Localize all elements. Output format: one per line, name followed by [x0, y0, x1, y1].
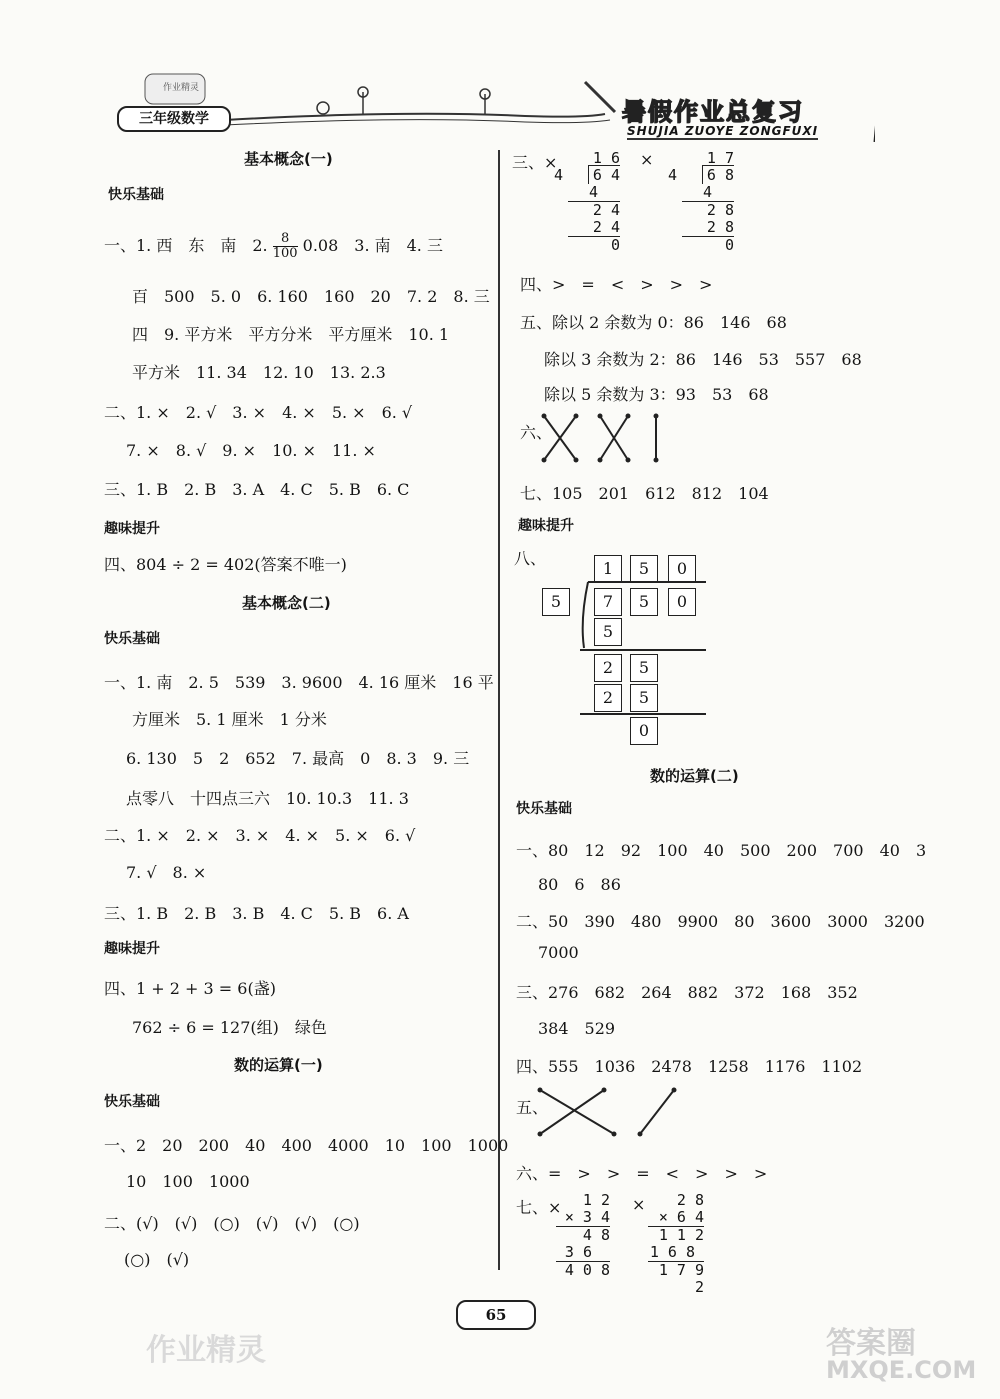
section-title: 基本概念(二) [242, 594, 331, 612]
puzzle-box: 2 [594, 684, 622, 712]
answer-label: 七、× [516, 1198, 562, 1217]
puzzle-lines [570, 580, 710, 720]
section-basic: 快乐基础 [104, 631, 160, 647]
answer-line [104, 232, 443, 261]
header-logo-small: 作业精灵 [163, 83, 200, 93]
product: 1 7 9 2 [648, 1261, 704, 1296]
puzzle-box: 5 [630, 588, 658, 616]
answer-label: 三、× [512, 153, 558, 172]
answer-text: 0.08 3. 南 4. 三 [302, 236, 443, 255]
section-basic: 快乐基础 [516, 801, 572, 817]
answer-line: 三、276 682 264 882 372 168 352 [516, 983, 858, 1002]
header-title: 暑假作业总复习 [622, 98, 804, 126]
multiplier: × 6 4 [658, 1208, 704, 1226]
section-title: 基本概念(一) [244, 150, 333, 168]
page-number: 65 [456, 1300, 536, 1330]
puzzle-box: 0 [630, 717, 658, 745]
product: 4 0 8 [556, 1261, 610, 1279]
answer-line: 762 ÷ 6 = 127(组) 绿色 [132, 1018, 327, 1037]
answer-line: 一、1. 南 2. 5 539 3. 9600 4. 16 厘米 16 平 [104, 673, 494, 692]
header-pinyin: SHUJIA ZUOYE ZONGFUXI [627, 124, 819, 138]
fraction-num: 8 [273, 232, 298, 247]
section-title: 数的运算(一) [234, 1056, 323, 1074]
divisor: 4 [668, 166, 678, 184]
puzzle-box: 7 [594, 588, 622, 616]
puzzle-box: 5 [630, 654, 658, 682]
answer-line: 七、105 201 612 812 104 [520, 484, 769, 503]
answer-line: 二、1. × 2. × 3. × 4. × 5. × 6. √ [104, 826, 416, 845]
section-basic: 快乐基础 [104, 1094, 160, 1110]
dividend: 6 4 [588, 165, 620, 184]
page-header [105, 70, 875, 150]
answer-line: 二、50 390 480 9900 80 3600 3000 3200 [516, 912, 925, 931]
answer-line: 四、555 1036 2478 1258 1176 1102 [516, 1057, 863, 1076]
answer-line: 7. × 8. √ 9. × 10. × 11. × [126, 441, 376, 460]
answer-text: 一、1. 西 东 南 2. [104, 236, 268, 255]
section-fun: 趣味提升 [104, 521, 160, 537]
watermark: MXQE.COM [826, 1356, 977, 1384]
puzzle-box: 5 [594, 618, 622, 646]
answer-line: 一、2 20 200 40 400 4000 10 100 1000 [104, 1136, 509, 1155]
answer-line: 平方米 11. 34 12. 10 13. 2.3 [132, 363, 386, 382]
answer-line: 百 500 5. 0 6. 160 160 20 7. 2 8. 三 [132, 287, 490, 306]
matching-lines-1 [540, 412, 670, 464]
section-title: 数的运算(二) [650, 767, 739, 785]
puzzle-box: 2 [594, 654, 622, 682]
quotient: 1 7 [706, 149, 734, 167]
step: 4 [588, 183, 598, 201]
answer-line: 除以 5 余数为 3：93 53 68 [544, 385, 769, 404]
matching-lines-2 [534, 1084, 684, 1140]
watermark: 作业精灵 [146, 1333, 266, 1368]
watermark: 答案圈 [826, 1326, 916, 1361]
puzzle-box: 5 [630, 684, 658, 712]
times-sign: × [640, 150, 654, 169]
partial-product: 4 8 [556, 1226, 610, 1244]
answer-line: 384 529 [538, 1019, 616, 1038]
section-fun: 趣味提升 [104, 941, 160, 957]
step: 2 4 [592, 218, 620, 236]
multiplier: × 3 4 [564, 1208, 610, 1226]
grade-label: 三年级数学 [117, 106, 231, 132]
answer-line: 六、= > > = < > > > [516, 1164, 768, 1183]
step: 4 [702, 183, 712, 201]
step: 2 8 [706, 218, 734, 236]
step: 0 [568, 236, 620, 254]
answer-line: 五、除以 2 余数为 0：86 146 68 [520, 313, 787, 332]
answer-line: 7000 [538, 943, 579, 962]
answer-line: 方厘米 5. 1 厘米 1 分米 [132, 710, 327, 729]
answer-label: 八、 [514, 549, 547, 568]
partial-product: 1 1 2 [648, 1226, 704, 1244]
vertical-multiplication-2 [648, 1192, 704, 1296]
answer-line: 四 9. 平方米 平方分米 平方厘米 10. 1 [132, 325, 450, 344]
fraction [273, 232, 298, 261]
answer-line: 10 100 1000 [126, 1172, 250, 1191]
answer-line: 二、(√) (√) (○) (√) (√) (○) [104, 1214, 360, 1233]
section-fun: 趣味提升 [518, 518, 574, 534]
answer-line: 二、1. × 2. √ 3. × 4. × 5. × 6. √ [104, 403, 413, 422]
puzzle-box: 0 [668, 588, 696, 616]
puzzle-box: 0 [668, 555, 696, 583]
answer-line: 四、> = < > > > [520, 275, 713, 294]
multiplicand: 1 2 [582, 1191, 610, 1209]
puzzle-box: 5 [630, 555, 658, 583]
section-basic: 快乐基础 [108, 187, 164, 203]
times-sign: × [632, 1195, 646, 1214]
answer-line: 6. 130 5 2 652 7. 最高 0 8. 3 9. 三 [126, 749, 470, 768]
answer-line: 一、80 12 92 100 40 500 200 700 40 3 [516, 841, 927, 860]
long-division-1 [554, 149, 620, 254]
answer-line: 80 6 86 [538, 875, 621, 894]
answer-label: 五、 [516, 1098, 549, 1117]
answer-line: 四、804 ÷ 2 = 402(答案不唯一) [104, 555, 347, 574]
partial-product: 3 6 [564, 1243, 592, 1261]
puzzle-box: 5 [542, 588, 570, 616]
answer-line: 7. √ 8. × [126, 863, 207, 882]
answer-line: 除以 3 余数为 2：86 146 53 557 68 [544, 350, 862, 369]
multiplicand: 2 8 [676, 1191, 704, 1209]
step: 2 8 [682, 201, 734, 219]
answer-line: 三、1. B 2. B 3. B 4. C 5. B 6. A [104, 904, 409, 923]
vertical-multiplication-1 [556, 1192, 610, 1279]
answer-line: 点零八 十四点三六 10. 10.3 11. 3 [126, 789, 409, 808]
answer-line: (○) (√) [124, 1250, 190, 1269]
step: 2 4 [568, 201, 620, 219]
quotient: 1 6 [592, 149, 620, 167]
answer-line: 四、1 + 2 + 3 = 6(盏) [104, 979, 276, 998]
divisor: 4 [554, 166, 564, 184]
answer-line: 三、1. B 2. B 3. A 4. C 5. B 6. C [104, 480, 410, 499]
answer-label: 六、 [520, 423, 553, 442]
step: 0 [682, 236, 734, 254]
long-division-2 [668, 149, 734, 254]
fraction-den: 100 [272, 246, 298, 261]
dividend: 6 8 [702, 165, 734, 184]
partial-product: 1 6 8 [649, 1243, 695, 1261]
puzzle-box: 1 [594, 555, 622, 583]
column-divider [498, 150, 500, 1270]
